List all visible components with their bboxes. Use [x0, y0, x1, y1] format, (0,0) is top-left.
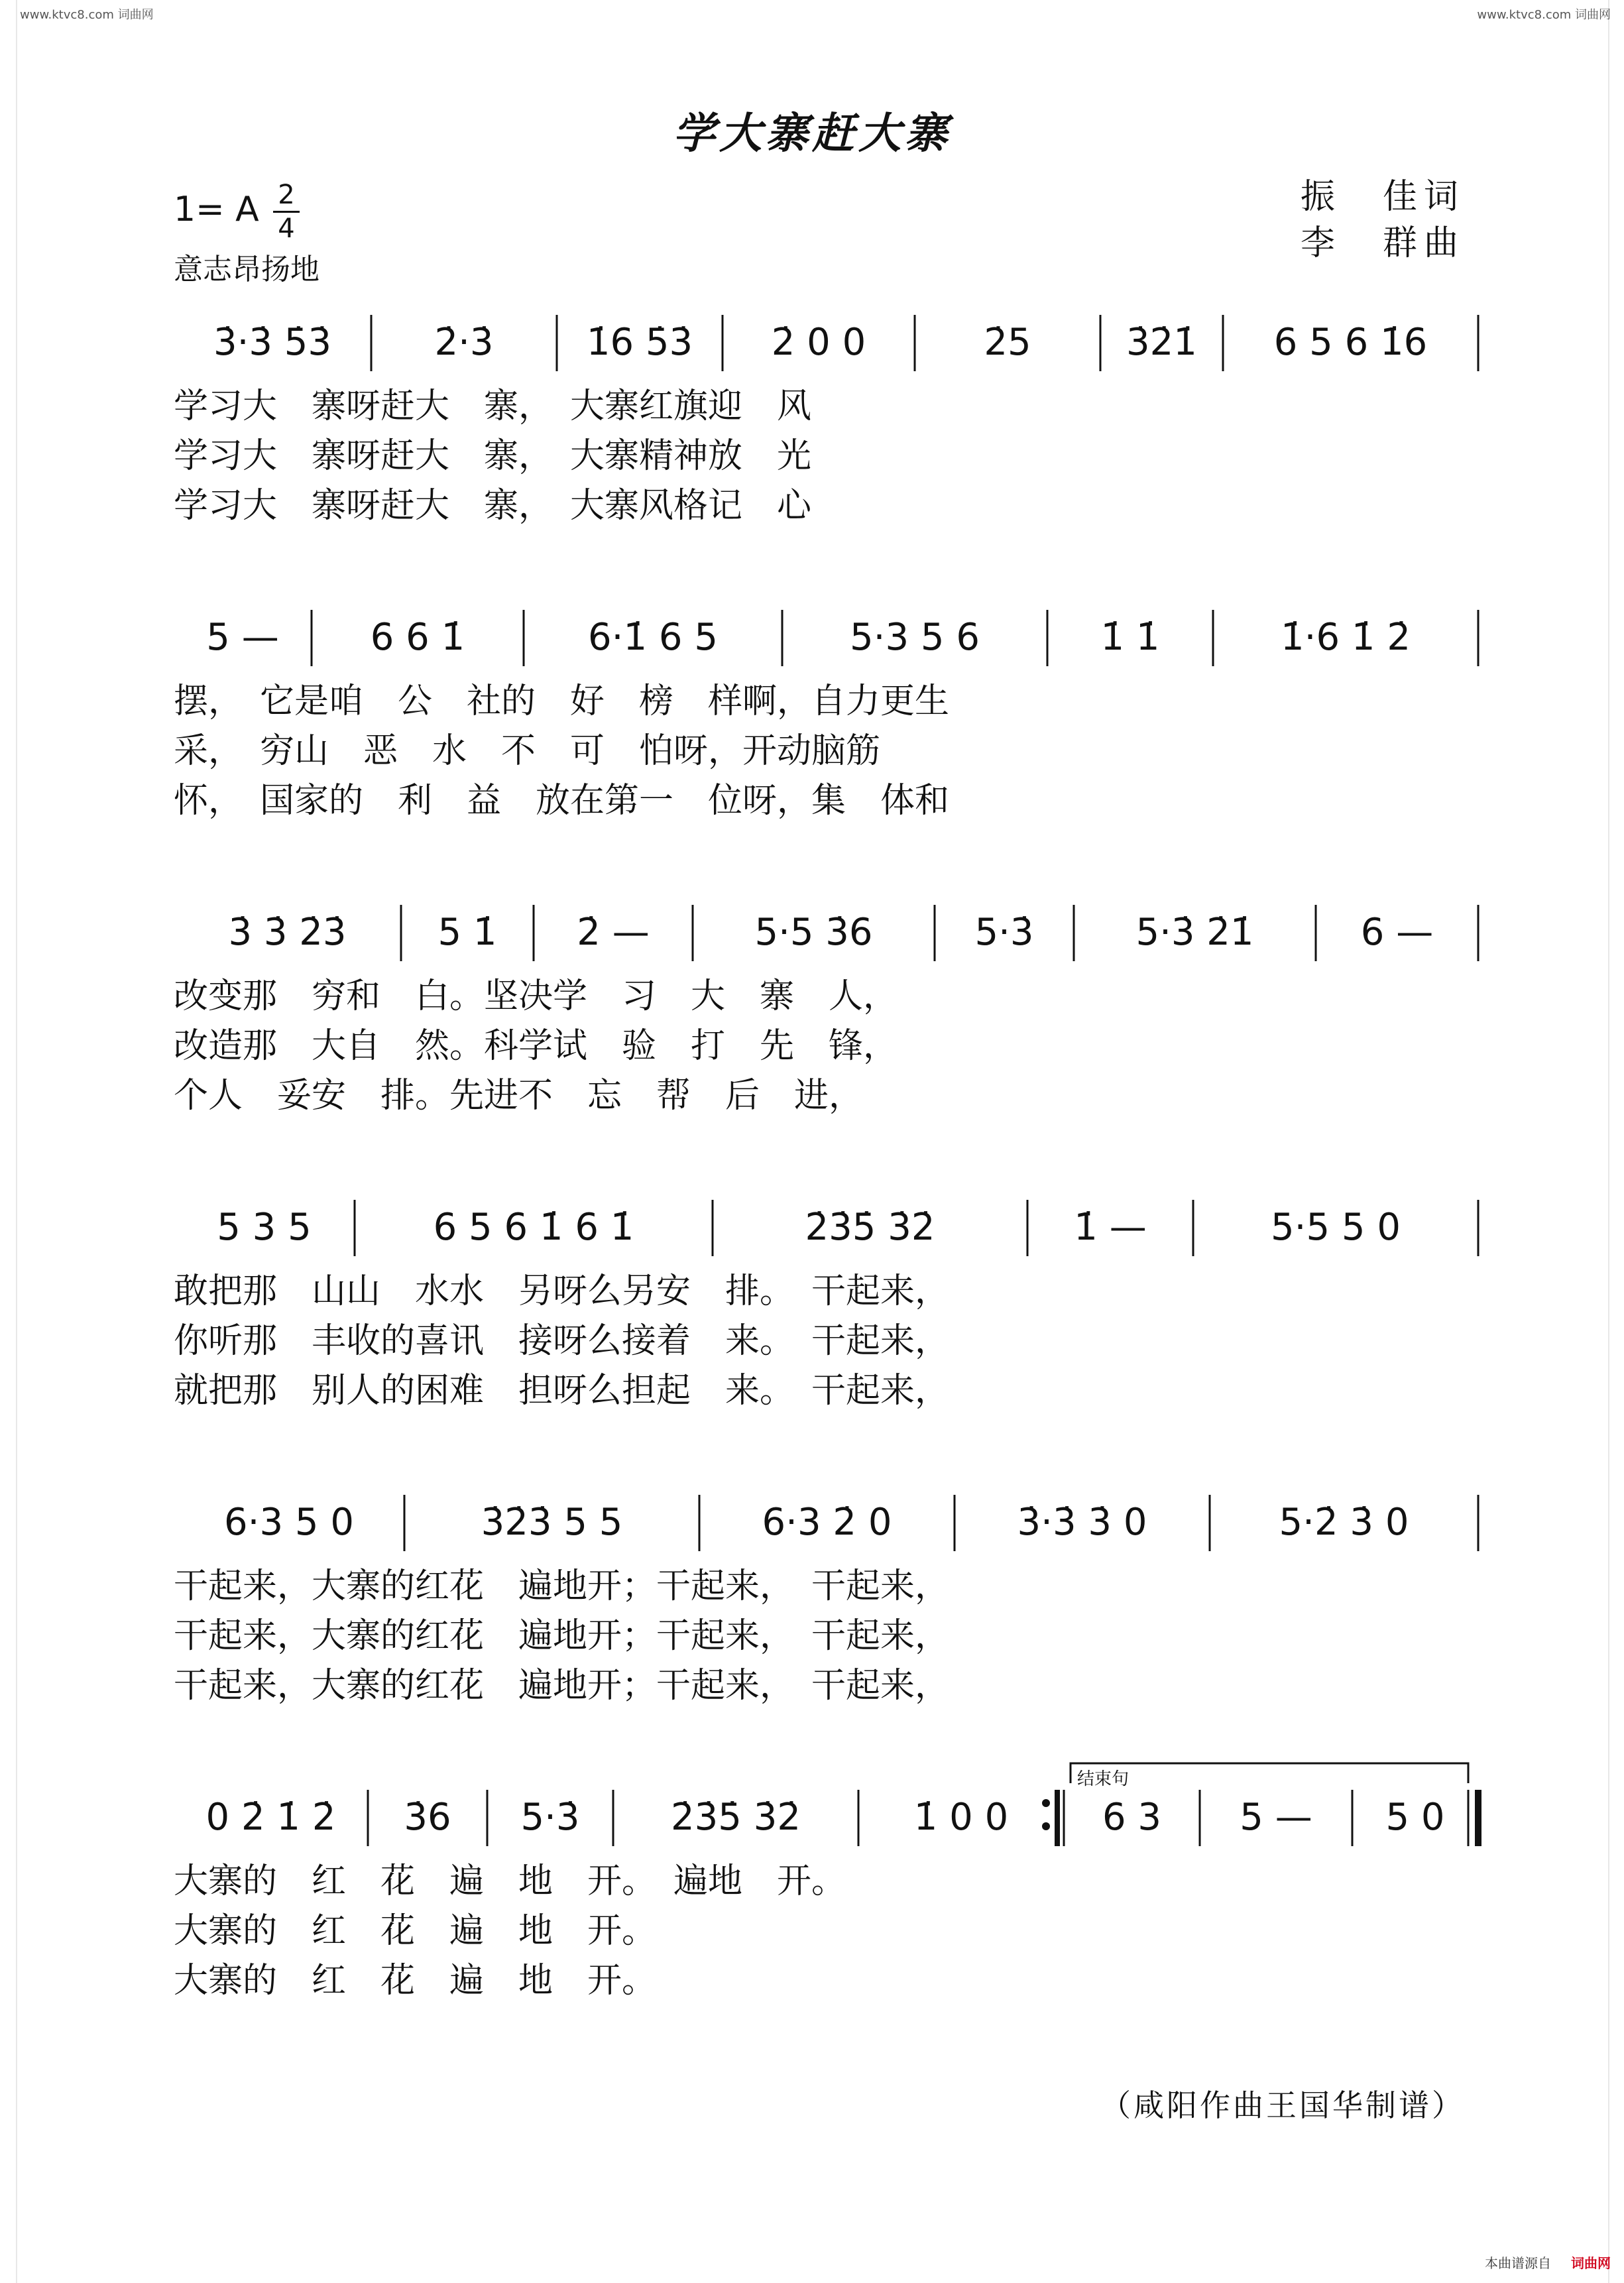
key-signature: 1= A	[174, 190, 259, 229]
lyricist-credit: 振 佳词	[1300, 177, 1465, 217]
ending-label: 结束句	[1077, 1769, 1130, 1789]
watermark-bottom-brand: 词曲网	[1571, 2255, 1611, 2271]
system-4	[174, 1200, 1478, 1411]
measure-notes: 1̇ 0 0	[913, 1796, 1009, 1839]
lyric-line-3: 学习大 寨呀赶大 寨， 大寨风格记 心	[174, 486, 812, 526]
lyric-line-3: 个人 妥安 排。先进不 忘 帮 后 进，	[174, 1076, 864, 1116]
repeat-dot	[1042, 1822, 1050, 1830]
score-systems	[174, 315, 1478, 2001]
lyric-line-3: 就把那 别人的困难 担呀么担起 来。 干起来，	[174, 1371, 950, 1411]
measure-notes: 2̇ —	[577, 911, 650, 954]
lyric-line-3: 大寨的 红 花 遍 地 开。	[174, 1961, 657, 2001]
measure-notes: 5 3 5	[217, 1206, 312, 1249]
lyric-line-1: 摆， 它是咱 公 社的 好 榜 样啊，自力更生	[174, 681, 950, 721]
time-signature-top: 2	[278, 180, 295, 210]
measure-notes: 3̇·3̇ 5̇3̇	[213, 321, 332, 364]
lyric-line-2: 改造那 大自 然。科学试 验 打 先 锋，	[174, 1026, 898, 1066]
measure-notes: 2̇5	[984, 321, 1031, 364]
measure-notes: 6·1̇ 6 5	[588, 616, 718, 659]
tempo-marking: 意志昂扬地	[174, 253, 319, 286]
measure-notes: 3̇2̇3̇ 5 5	[481, 1501, 623, 1544]
lyric-line-1: 大寨的 红 花 遍 地 开。 遍地 开。	[174, 1861, 846, 1901]
measure-notes: 5·3̇	[520, 1796, 580, 1839]
ending-bracket	[1071, 1763, 1468, 1783]
measure-notes: 2̇ 0 0	[771, 321, 866, 364]
measure-notes: 1̇6 5̇3̇	[586, 321, 693, 364]
measure-notes: 1̇·6 1̇ 2̇	[1281, 616, 1411, 659]
system-6	[174, 1790, 1478, 2001]
lyric-line-2: 干起来，大寨的红花 遍地开；干起来， 干起来，	[174, 1616, 950, 1656]
lyric-line-2: 学习大 寨呀赶大 寨， 大寨精神放 光	[174, 436, 812, 476]
composer-credit: 李 群曲	[1300, 223, 1465, 263]
measure-notes: 1̇ 1̇	[1100, 616, 1160, 659]
lyric-line-1: 学习大 寨呀赶大 寨， 大寨红旗迎 风	[174, 386, 812, 426]
lyric-line-1: 敢把那 山山 水水 另呀么另安 排。 干起来，	[174, 1271, 950, 1311]
watermark-top-right: www.ktvc8.com 词曲网	[1477, 8, 1611, 22]
measure-notes: 3̇6	[404, 1796, 451, 1839]
measure-notes: 2̇3̇5̇ 3̇2̇	[671, 1796, 801, 1839]
watermark-top-left: www.ktvc8.com 词曲网	[20, 8, 154, 22]
measure-notes: 5·3 5 6	[850, 616, 980, 659]
lyric-line-2: 采， 穷山 恶 水 不 可 怕呀，开动脑筋	[174, 731, 881, 771]
measure-notes: 6 6 1̇	[370, 616, 465, 659]
measure-notes: 6·3 5 0	[224, 1501, 354, 1544]
repeat-sign	[1042, 1790, 1057, 1846]
lyric-line-3: 怀， 国家的 利 益 放在第一 位呀，集 体和	[174, 781, 950, 821]
measure-notes: 6·3 2̇ 0	[762, 1501, 892, 1544]
measure-notes: 0 2̇ 1̇ 2̇	[205, 1796, 336, 1839]
lyric-line-1: 改变那 穷和 白。坚决学 习 大 寨 人，	[174, 976, 898, 1016]
lyric-line-1: 干起来，大寨的红花 遍地开；干起来， 干起来，	[174, 1566, 950, 1606]
measure-notes: 5·5 5 0	[1271, 1206, 1401, 1249]
measure-notes: 5·2̇ 3̇ 0	[1279, 1501, 1409, 1544]
watermark-bottom	[1485, 2253, 1611, 2272]
system-2	[174, 610, 1478, 821]
measure-notes: 5 —	[206, 616, 279, 659]
song-title: 学大寨赶大寨	[673, 109, 951, 158]
measure-notes: 5·3̇ 2̇1̇	[1135, 911, 1254, 954]
measure-notes: 1̇ —	[1074, 1206, 1147, 1249]
system-5	[174, 1495, 1478, 1706]
measure-notes: 3̇2̇1̇	[1126, 321, 1197, 364]
measure-notes: 6 3	[1102, 1796, 1162, 1839]
measure-notes: 6 —	[1360, 911, 1434, 954]
measure-notes: 6 5 6 1̇ 6 1̇	[433, 1206, 634, 1249]
repeat-dot	[1042, 1799, 1050, 1807]
measure-notes: 3̇·3̇ 3̇ 0	[1017, 1501, 1147, 1544]
measure-notes: 5 0	[1385, 1796, 1445, 1839]
system-3	[174, 905, 1478, 1116]
measure-notes: 2̇3̇5̇ 3̇2̇	[805, 1206, 935, 1249]
transcriber-credit: （咸阳作曲王国华制谱）	[1100, 2087, 1465, 2123]
measure-notes: 6 5 6 1̇6	[1273, 321, 1428, 364]
time-signature-bottom: 4	[278, 213, 295, 244]
measure-notes: 2̇·3̇	[434, 321, 494, 364]
lyric-line-3: 干起来，大寨的红花 遍地开；干起来， 干起来，	[174, 1666, 950, 1706]
lyric-line-2: 大寨的 红 花 遍 地 开。	[174, 1911, 657, 1951]
measure-notes: 3̇ 3̇ 2̇3̇	[228, 911, 347, 954]
measure-notes: 5·5 3̇6	[754, 911, 873, 954]
watermark-bottom-text: 本曲谱源自	[1485, 2255, 1551, 2271]
measure-notes: 5·3̇	[974, 911, 1034, 954]
measure-notes: 5 1̇	[437, 911, 497, 954]
lyric-line-2: 你听那 丰收的喜讯 接呀么接着 来。 干起来，	[174, 1321, 950, 1361]
system-1	[174, 315, 1478, 526]
measure-notes: 5 —	[1240, 1796, 1312, 1839]
